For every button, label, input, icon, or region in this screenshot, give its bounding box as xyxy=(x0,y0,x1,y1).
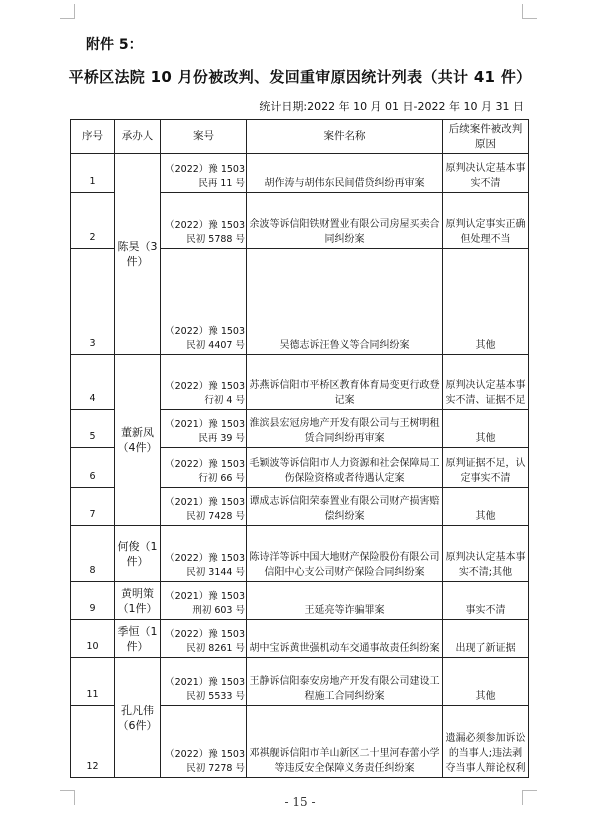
handler-cell: 孔凡伟（6件） xyxy=(115,658,161,778)
crop-mark-top-left xyxy=(60,4,75,19)
page-number: - 15 - xyxy=(284,795,316,809)
row-seq: 6 xyxy=(71,448,115,488)
row-case-name: 邓祺舰诉信阳市羊山新区二十里河春蕾小学等违反安全保障义务责任纠纷案 xyxy=(247,706,443,778)
row-case-no: （2022）豫 1503 民初 7278 号 xyxy=(161,706,247,778)
row-seq: 10 xyxy=(71,620,115,658)
row-case-no: （2021）豫 1503 民初 5533 号 xyxy=(161,658,247,706)
row-seq: 7 xyxy=(71,488,115,526)
statistics-date-range: 统计日期:2022 年 10 月 01 日-2022 年 10 月 31 日 xyxy=(259,100,524,113)
row-case-no: （2022）豫 1503 民再 11 号 xyxy=(161,154,247,193)
row-reason: 其他 xyxy=(443,249,529,355)
row-reason: 事实不清 xyxy=(443,582,529,620)
appendix-label: 附件 5： xyxy=(86,37,143,53)
row-reason: 原判证据不足，认定事实不清 xyxy=(443,448,529,488)
row-case-name: 毛颖波等诉信阳市人力资源和社会保障局工伤保险资格或者待遇认定案 xyxy=(247,448,443,488)
row-seq: 9 xyxy=(71,582,115,620)
row-case-no: （2022）豫 1503 民初 8261 号 xyxy=(161,620,247,658)
crop-mark-top-right xyxy=(522,4,537,19)
header-case-name: 案件名称 xyxy=(247,120,443,154)
handler-cell: 陈昊（3件） xyxy=(115,154,161,355)
row-seq: 1 xyxy=(71,154,115,193)
row-seq: 12 xyxy=(71,706,115,778)
row-seq: 4 xyxy=(71,355,115,410)
table-row xyxy=(71,154,529,193)
row-case-name: 王延亮等诈骗罪案 xyxy=(247,582,443,620)
handler-cell: 董新凤（4件） xyxy=(115,355,161,526)
header-seq: 序号 xyxy=(71,120,115,154)
row-seq: 11 xyxy=(71,658,115,706)
row-case-name: 吴德志诉汪鲁义等合同纠纷案 xyxy=(247,249,443,355)
row-case-name: 王静诉信阳泰安房地产开发有限公司建设工程施工合同纠纷案 xyxy=(247,658,443,706)
table-row xyxy=(71,526,529,582)
row-case-no: （2021）豫 1503 民再 39 号 xyxy=(161,410,247,448)
header-handler: 承办人 xyxy=(115,120,161,154)
row-case-no: （2021）豫 1503 刑初 603 号 xyxy=(161,582,247,620)
table-row xyxy=(71,355,529,410)
row-reason: 其他 xyxy=(443,658,529,706)
table-row xyxy=(71,620,529,658)
row-case-name: 胡中宝诉黄世强机动车交通事故责任纠纷案 xyxy=(247,620,443,658)
row-case-name: 苏燕诉信阳市平桥区教育体育局变更行政登记案 xyxy=(247,355,443,410)
table-row xyxy=(71,582,529,620)
row-case-name: 淮滨县宏冠房地产开发有限公司与王树明租赁合同纠纷再审案 xyxy=(247,410,443,448)
row-reason: 其他 xyxy=(443,410,529,448)
table-header-row xyxy=(71,120,529,154)
document-title: 平桥区法院 10 月份被改判、发回重审原因统计列表（共计 41 件） xyxy=(68,68,532,86)
row-reason: 原判认定事实正确但处理不当 xyxy=(443,193,529,249)
row-case-no: （2022）豫 1503 民初 3144 号 xyxy=(161,526,247,582)
header-case-no: 案号 xyxy=(161,120,247,154)
row-case-name: 谭成志诉信阳荣泰置业有限公司财产损害赔偿纠纷案 xyxy=(247,488,443,526)
row-case-no: （2022）豫 1503 行初 4 号 xyxy=(161,355,247,410)
row-case-no: （2022）豫 1503 民初 5788 号 xyxy=(161,193,247,249)
row-reason: 原判决认定基本事实不清;其他 xyxy=(443,526,529,582)
handler-cell: 季恒（1件） xyxy=(115,620,161,658)
header-reason: 后续案件被改判原因 xyxy=(443,120,529,154)
row-case-name: 余波等诉信阳铁财置业有限公司房屋买卖合同纠纷案 xyxy=(247,193,443,249)
row-case-no: （2022）豫 1503 行初 66 号 xyxy=(161,448,247,488)
row-seq: 2 xyxy=(71,193,115,249)
handler-cell: 黄明策（1件） xyxy=(115,582,161,620)
table-row xyxy=(71,658,529,706)
row-seq: 3 xyxy=(71,249,115,355)
statistics-table xyxy=(70,119,529,778)
row-seq: 8 xyxy=(71,526,115,582)
row-reason: 原判决认定基本事实不清 xyxy=(443,154,529,193)
row-reason: 原判决认定基本事实不清、证据不足 xyxy=(443,355,529,410)
row-seq: 5 xyxy=(71,410,115,448)
row-reason: 出现了新证据 xyxy=(443,620,529,658)
row-case-no: （2022）豫 1503 民初 4407 号 xyxy=(161,249,247,355)
row-reason: 其他 xyxy=(443,488,529,526)
row-reason: 遗漏必须参加诉讼的当事人;违法剥夺当事人辩论权利 xyxy=(443,706,529,778)
handler-cell: 何俊（1件） xyxy=(115,526,161,582)
row-case-name: 胡作涛与胡伟东民间借贷纠纷再审案 xyxy=(247,154,443,193)
row-case-no: （2021）豫 1503 民初 7428 号 xyxy=(161,488,247,526)
row-case-name: 陈诗洋等诉中国大地财产保险股份有限公司信阳中心支公司财产保险合同纠纷案 xyxy=(247,526,443,582)
